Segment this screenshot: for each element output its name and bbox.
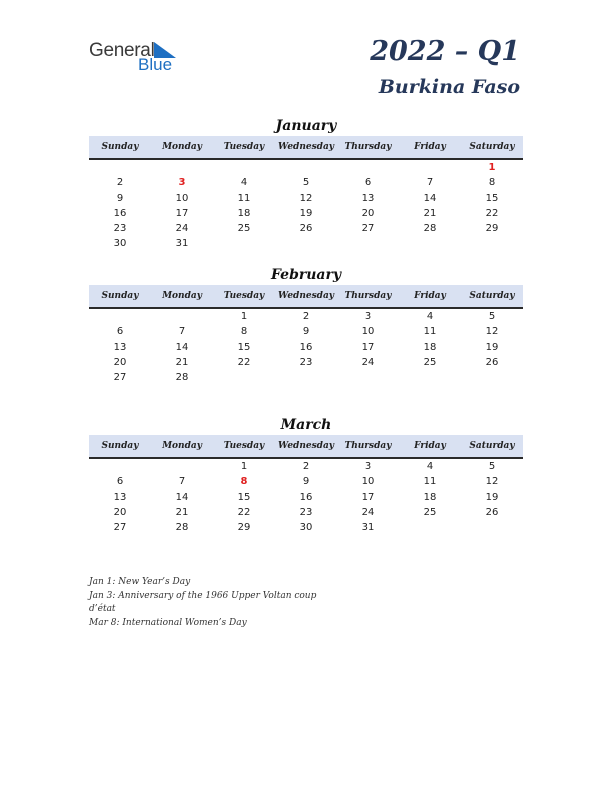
day-cell: 20 [113,356,127,368]
holiday-note: Mar 8: International Women’s Day [89,617,247,628]
weekday-header [89,285,523,309]
day-cell: 27 [113,372,127,384]
day-cell: 16 [299,341,313,353]
day-cell: 23 [113,223,127,235]
month-grid [89,459,523,535]
day-cell: 18 [237,207,251,219]
empty-day-cell [151,309,213,324]
empty-day-cell [213,236,275,251]
empty-day-cell [275,160,337,175]
week-row [89,191,523,206]
day-cell: 21 [175,356,189,368]
day-cell: 13 [361,192,375,204]
month-january [89,116,523,252]
logo-text-general: General [89,40,155,61]
day-cell: 12 [485,476,499,488]
day-cell: 24 [361,356,375,368]
week-row [89,309,523,324]
day-cell: 26 [485,356,499,368]
day-cell: 19 [299,207,313,219]
empty-day-cell [337,160,399,175]
month-title: February [270,267,341,283]
day-cell: 5 [488,461,496,472]
generalblue-logo [89,40,189,76]
logo-text-blue: Blue [138,55,173,74]
page-subtitle: Burkina Faso [378,76,520,98]
day-cell: 17 [175,207,189,219]
day-cell: 1 [240,311,248,322]
week-row [89,490,523,505]
day-cell: 14 [423,192,437,204]
day-cell: 6 [364,177,372,189]
day-cell: 19 [485,341,499,353]
weekday-label: Saturday [469,142,515,152]
holiday-note: Jan 3: Anniversary of the 1966 Upper Voltan coup [89,590,317,601]
empty-day-cell [213,160,275,175]
day-cell: 15 [237,341,251,353]
weekday-label: Saturday [469,441,515,451]
empty-day-cell [89,160,151,175]
holiday-note: Jan 1: New Year’s Day [89,577,191,587]
weekday-label: Thursday [344,291,392,301]
day-cell: 7 [178,326,186,338]
empty-day-cell [399,236,461,251]
weekday-label: Monday [162,291,202,301]
day-cell: 13 [113,341,127,353]
day-cell: 23 [299,506,313,518]
week-row [89,340,523,355]
day-cell: 2 [302,311,310,322]
weekday-label: Tuesday [223,142,265,152]
day-cell: 24 [361,506,375,518]
day-cell: 28 [175,522,189,534]
day-cell: 4 [240,177,248,189]
week-row [89,206,523,221]
weekday-header [89,136,523,160]
day-cell: 19 [485,491,499,503]
day-cell: 14 [175,491,189,503]
day-cell: 31 [361,522,375,534]
day-cell: 18 [423,491,437,503]
weekday-label: Monday [162,441,202,451]
weekday-label: Tuesday [223,441,265,451]
day-cell: 31 [175,238,189,250]
empty-day-cell [275,236,337,251]
day-cell: 3 [364,461,372,472]
weekday-label: Friday [414,441,446,451]
month-march [89,415,523,535]
week-row [89,175,523,190]
day-cell: 27 [361,223,375,235]
day-cell: 22 [237,356,251,368]
day-cell: 12 [299,192,313,204]
day-cell: 21 [423,207,437,219]
day-cell: 25 [423,356,437,368]
week-row [89,221,523,236]
empty-day-cell [399,160,461,175]
empty-day-cell [337,370,399,385]
week-row [89,160,523,175]
week-row [89,236,523,251]
weekday-label: Saturday [469,291,515,301]
day-cell: 30 [299,522,313,534]
day-cell: 9 [116,192,124,204]
empty-day-cell [89,459,151,474]
day-cell: 16 [299,491,313,503]
day-cell: 29 [237,522,251,534]
day-cell: 4 [426,311,434,322]
day-cell: 25 [237,223,251,235]
day-cell: 7 [178,476,186,488]
day-cell: 2 [116,177,124,189]
day-cell: 21 [175,506,189,518]
day-cell: 1 [240,461,248,472]
day-cell: 11 [423,476,437,488]
week-row [89,520,523,535]
day-cell: 8 [240,326,248,338]
empty-day-cell [399,370,461,385]
day-cell: 10 [175,192,189,204]
day-cell: 3 [178,177,186,189]
day-cell: 26 [485,506,499,518]
weekday-label: Tuesday [223,291,265,301]
empty-day-cell [399,520,461,535]
day-cell: 12 [485,326,499,338]
day-cell: 18 [423,341,437,353]
empty-day-cell [89,309,151,324]
weekday-label: Sunday [101,441,139,451]
day-cell: 6 [116,476,124,488]
day-cell: 27 [113,522,127,534]
weekday-label: Wednesday [277,142,335,152]
day-cell: 10 [361,326,375,338]
day-cell: 15 [485,192,499,204]
day-cell: 1 [488,162,496,173]
day-cell: 17 [361,341,375,353]
day-cell: 9 [302,476,310,488]
empty-day-cell [461,520,523,535]
holiday-note: d’état [89,604,116,614]
week-row [89,370,523,385]
day-cell: 20 [113,506,127,518]
day-cell: 20 [361,207,375,219]
weekday-label: Friday [414,291,446,301]
day-cell: 3 [364,311,372,322]
empty-day-cell [213,370,275,385]
week-row [89,324,523,339]
weekday-label: Monday [162,142,202,152]
day-cell: 22 [237,506,251,518]
day-cell: 10 [361,476,375,488]
empty-day-cell [151,459,213,474]
empty-day-cell [275,370,337,385]
page-title: 2022 – Q1 [370,36,520,67]
day-cell: 8 [488,177,496,189]
day-cell: 28 [423,223,437,235]
day-cell: 23 [299,356,313,368]
weekday-label: Sunday [101,291,139,301]
day-cell: 4 [426,461,434,472]
day-cell: 5 [302,177,310,189]
day-cell: 6 [116,326,124,338]
weekday-label: Friday [414,142,446,152]
empty-day-cell [461,236,523,251]
week-row [89,459,523,474]
empty-day-cell [337,236,399,251]
month-february [89,265,523,385]
day-cell: 2 [302,461,310,472]
week-row [89,474,523,489]
week-row [89,505,523,520]
week-row [89,355,523,370]
day-cell: 9 [302,326,310,338]
day-cell: 11 [237,192,251,204]
day-cell: 5 [488,311,496,322]
day-cell: 29 [485,223,499,235]
weekday-label: Thursday [344,142,392,152]
day-cell: 24 [175,223,189,235]
day-cell: 26 [299,223,313,235]
month-title: March [280,417,332,433]
day-cell: 25 [423,506,437,518]
day-cell: 14 [175,341,189,353]
weekday-label: Wednesday [277,291,335,301]
day-cell: 28 [175,372,189,384]
weekday-header [89,435,523,459]
weekday-label: Sunday [101,142,139,152]
month-grid [89,160,523,252]
month-title: January [275,118,337,134]
holiday-notes [89,576,349,630]
day-cell: 11 [423,326,437,338]
day-cell: 17 [361,491,375,503]
empty-day-cell [461,370,523,385]
day-cell: 13 [113,491,127,503]
weekday-label: Wednesday [277,441,335,451]
month-grid [89,309,523,385]
day-cell: 7 [426,177,434,189]
day-cell: 16 [113,207,127,219]
weekday-label: Thursday [344,441,392,451]
day-cell: 15 [237,491,251,503]
empty-day-cell [151,160,213,175]
day-cell: 22 [485,207,499,219]
day-cell: 30 [113,238,127,250]
day-cell: 8 [240,476,248,488]
